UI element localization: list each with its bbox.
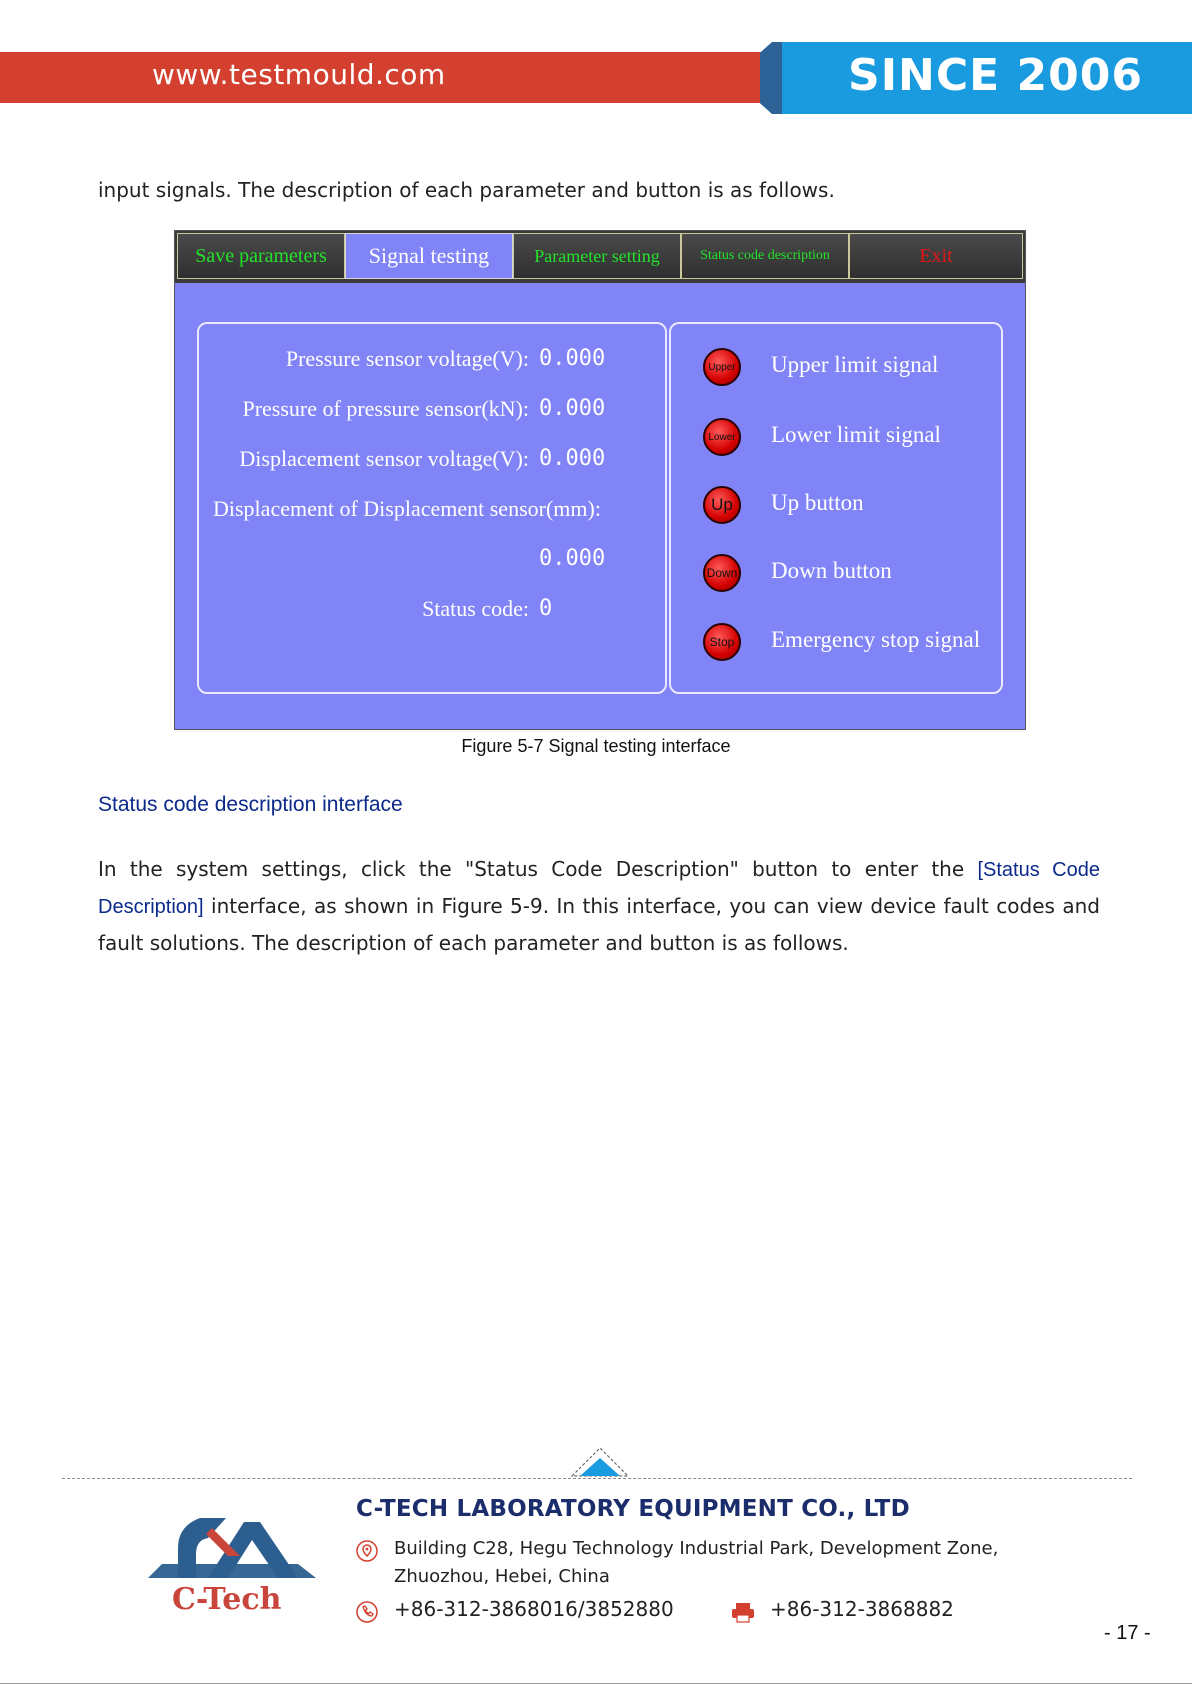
- up-button-led-icon: Up: [703, 486, 741, 524]
- displacement-voltage-value: 0.000: [539, 446, 606, 471]
- section-title: Status code description interface: [98, 793, 403, 816]
- body-paragraph: [98, 851, 1100, 961]
- lower-limit-led-icon: Lower: [703, 418, 741, 456]
- pressure-voltage-label: Pressure sensor voltage(V):: [285, 346, 529, 371]
- footer-divider: [62, 1478, 1132, 1479]
- fax-number: +86-312-3868882: [770, 1597, 954, 1621]
- tab-bar: [175, 231, 1025, 283]
- displacement-mm-label: Displacement of Displacement sensor(mm):: [213, 496, 601, 521]
- company-address: [394, 1535, 1074, 1591]
- signal-testing-screenshot: [174, 230, 1026, 730]
- emergency-stop-led-icon: Stop: [703, 623, 741, 661]
- status-code-description-reference: [Status Code Description]: [98, 859, 1100, 918]
- footer-triangle-icon: [568, 1446, 632, 1478]
- address-line-2: Zhuozhou, Hebei, China: [394, 1566, 610, 1587]
- emergency-stop-label: Emergency stop signal: [771, 627, 981, 652]
- tab-status-code-description[interactable]: Status code description: [681, 233, 849, 279]
- page-number: - 17 -: [1104, 1622, 1151, 1644]
- status-code-value: 0: [539, 596, 553, 621]
- paragraph-part1: In the system settings, click the "Status Code Description" button to enter the: [98, 857, 978, 881]
- phone-icon: [356, 1601, 378, 1623]
- down-button-led-icon: Down: [703, 554, 741, 592]
- upper-limit-label: Upper limit signal: [771, 352, 939, 377]
- figure-caption: Figure 5-7 Signal testing interface: [461, 736, 731, 756]
- website-url: www.testmould.com: [152, 58, 446, 91]
- pressure-kn-label: Pressure of pressure sensor(kN):: [242, 396, 529, 421]
- upper-limit-led-icon: Upper: [703, 348, 741, 386]
- tab-signal-testing[interactable]: Signal testing: [345, 233, 513, 279]
- pressure-kn-value: 0.000: [539, 396, 606, 421]
- lower-limit-label: Lower limit signal: [771, 422, 941, 447]
- down-button-label: Down button: [771, 558, 892, 583]
- tab-save-parameters[interactable]: Save parameters: [177, 233, 345, 279]
- tab-exit[interactable]: Exit: [849, 233, 1023, 279]
- tab-parameter-setting[interactable]: Parameter setting: [513, 233, 681, 279]
- location-pin-icon: [356, 1540, 378, 1562]
- displacement-mm-value: 0.000: [539, 546, 606, 571]
- pressure-voltage-value: 0.000: [539, 346, 606, 371]
- signals-panel: [669, 322, 1003, 694]
- intro-paragraph: input signals. The description of each parameter and button is as follows.: [98, 178, 835, 202]
- c-tech-logo-icon: [148, 1508, 320, 1584]
- since-badge: SINCE 2006: [848, 50, 1144, 101]
- readings-panel: [197, 322, 667, 694]
- phone-number: +86-312-3868016/3852880: [394, 1597, 674, 1621]
- logo-text: C-Tech: [172, 1582, 282, 1617]
- paragraph-part2: interface, as shown in Figure 5-9. In this interface, you can view device fault codes and fault solutions. The description of each parameter and button is as follows.: [98, 894, 1100, 955]
- status-code-label: Status code:: [422, 596, 529, 621]
- address-line-1: Building C28, Hegu Technology Industrial Park, Development Zone,: [394, 1538, 999, 1559]
- up-button-label: Up button: [771, 490, 864, 515]
- page-bottom-border: [0, 1683, 1192, 1684]
- fax-icon: [730, 1601, 756, 1623]
- displacement-voltage-label: Displacement sensor voltage(V):: [239, 446, 529, 471]
- company-name: C-TECH LABORATORY EQUIPMENT CO., LTD: [356, 1496, 910, 1522]
